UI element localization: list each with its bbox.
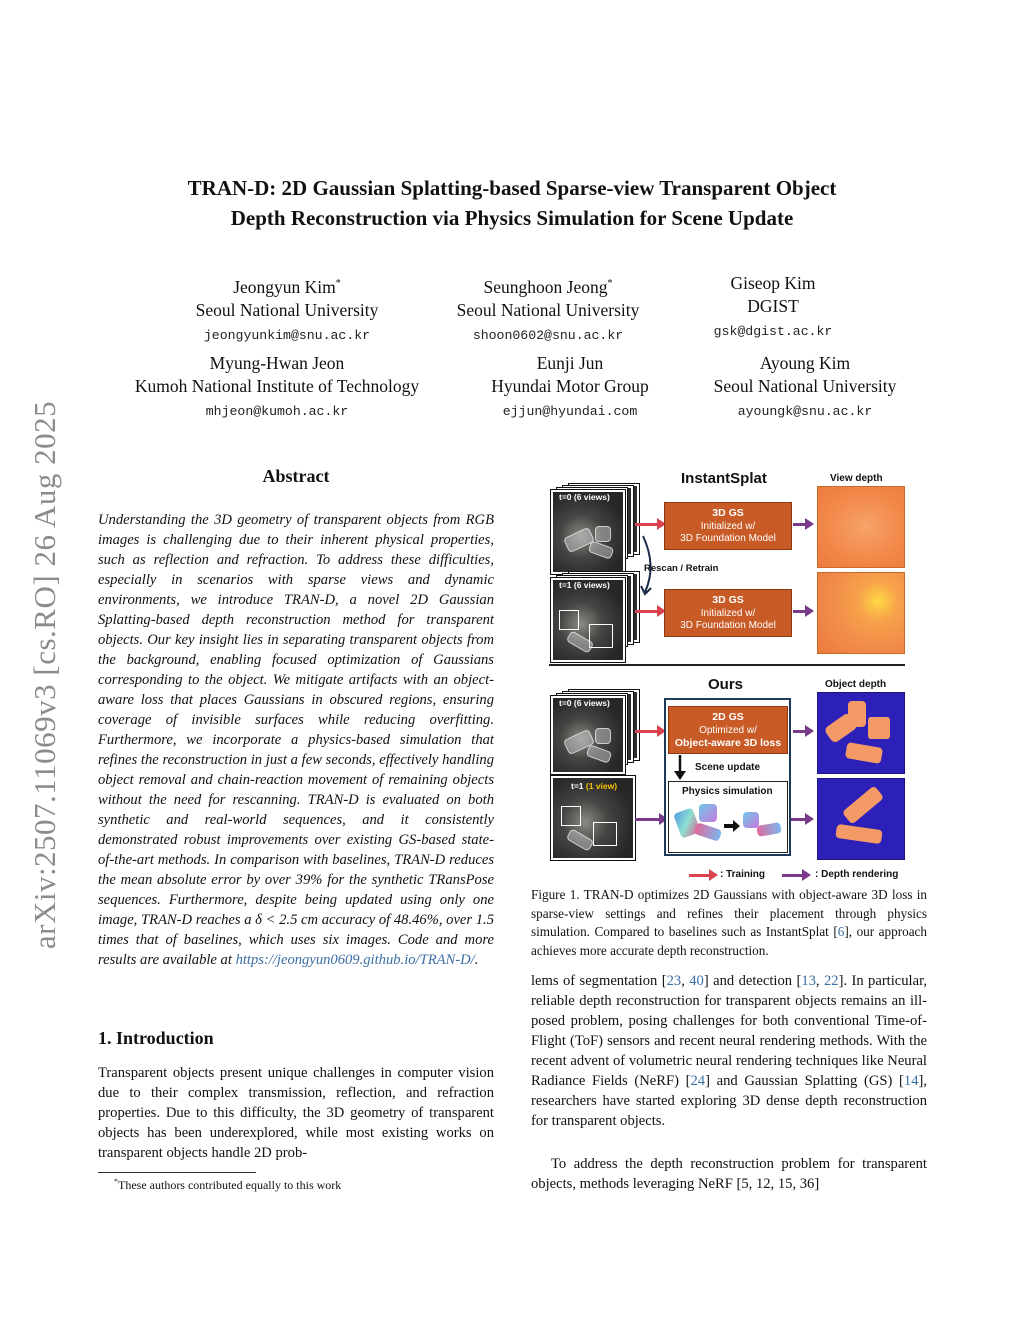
transparent-object [586,744,613,763]
gs-box-title: 3D GS [712,594,744,606]
footnote-text: These authors contributed equally to this work [118,1178,342,1192]
body-text: To address the depth reconstruction problem for transparent objects, methods leveraging NeRF [ [531,1156,927,1192]
gs-box-line: Initialized w/ [700,520,756,532]
gs-box-title: 3D GS [712,507,744,519]
title-line-2: Depth Reconstruction via Physics Simulation for Scene Update [230,206,794,230]
section-heading-introduction: 1. Introduction [98,1028,214,1048]
time-label: t=0 (6 views) [559,698,610,708]
gs-box-line: Optimized w/ [699,724,757,736]
input-image [551,578,625,662]
object-depth-blob [845,742,883,764]
object-depth-map-t1 [817,778,905,860]
author-email[interactable]: mhjeon@kumoh.ac.kr [205,404,349,419]
author-block [137,272,437,348]
citation-link[interactable]: 5 [741,1176,749,1192]
footnote [114,1177,341,1193]
citation-link[interactable]: 23 [666,973,682,989]
depth-render-arrowhead [805,605,814,617]
author-name: Ayoung Kim [759,353,851,373]
citation-link[interactable]: 13 [801,973,816,989]
training-arrow [635,523,659,526]
scene-update-arrow [674,755,686,781]
transparent-object [566,828,595,851]
citation-link[interactable]: 22 [823,973,839,989]
intro-paragraph-2: To address the depth reconstruction problem for transparent objects, methods leveraging NeRF [5, 12, 15, 36] [531,1156,927,1192]
citation-link[interactable]: 24 [690,1073,706,1089]
gs-box-ours [668,706,788,754]
figure-divider [549,664,905,666]
author-email[interactable]: ayoungk@snu.ac.kr [737,404,873,419]
author-name: Jeongyun Kim [233,276,336,297]
body-text: lems of segmentation [ [531,973,667,989]
ours-title: Ours [708,676,744,693]
view-depth-map-t1 [817,572,905,654]
body-text: ] [814,1176,820,1192]
body-text: ] and Gaussian Splatting (GS) [ [705,1073,904,1089]
object-depth-map-t0 [817,692,905,774]
simulated-object [743,812,759,828]
author-email[interactable]: ejjun@hyundai.com [502,404,638,419]
caption-text: ], our approach achieves more accurate depth reconstruction. [531,924,928,958]
intro-paragraph: Transparent objects present unique challenges in computer vision due to their complex transmission, reflection, and refraction properties. Due to this difficulty, the 3D geometry of transparent objects has been underexplored, while most existing works on transparent objects handle 2D prob- [98,1065,494,1161]
abstract-heading: Abstract [262,466,330,486]
object-depth-blob [842,785,884,824]
author-email[interactable]: jeongyunkim@snu.ac.kr [203,327,371,343]
author-name: Eunji Jun [536,353,604,373]
time-label: t=1 (6 views) [559,580,610,590]
project-link[interactable]: https://jeongyun0609.github.io/TRAN-D/ [235,952,475,968]
author-affiliation: Seoul National University [713,376,897,396]
depth-render-arrowhead [805,725,814,737]
depth-render-arrowhead [805,518,814,530]
rescan-retrain-label: Rescan / Retrain [644,563,719,574]
author-name: Myung-Hwan Jeon [209,353,345,373]
transparent-object [588,540,615,559]
gs-box-title: 2D GS [712,711,744,723]
abstract-body [98,510,494,970]
view-depth-label: View depth [830,473,883,484]
time-label-t: t=1 [571,781,584,791]
legend-training-arrow [689,874,711,877]
author-affiliation: DGIST [747,296,799,316]
removed-object-box [559,610,579,630]
equal-contribution-mark: * [607,278,613,289]
image-stack-t0-top [551,488,621,558]
paper-title [100,173,924,233]
transition-arrow-icon [724,820,740,832]
caption-text: TRAN-D optimizes 2D Gaussians with object-aware 3D loss in sparse-view settings and refines their placement through physics simulation. Compared to baselines such as InstantSplat [ [531,887,927,939]
image-t1-bottom [551,776,621,846]
gs-box-line: Object-aware 3D loss [674,737,782,749]
arxiv-identifier: arXiv:2507.11069v3 [cs.RO] 26 Aug 2025 [27,400,62,950]
gs-box-line: Initialized w/ [700,607,756,619]
gs-box-line: 3D Foundation Model [680,620,776,631]
gs-box-top-1 [664,502,792,550]
author-block [623,272,923,344]
body-text: ]. In particular, reliable depth reconstruction for transparent objects remains an ill-posed problem, posing challenges for both conventional Time-of-Flight (ToF) sensors and recent neural rendering methods. With the recent advent of volumetric neural rendering techniques like Neural Radiance Fields (NeRF) [ [531,973,928,1089]
footnote-divider [98,1172,256,1173]
author-affiliation: Seoul National University [456,299,640,320]
simulated-object [694,822,722,841]
legend-depth-arrow [782,874,804,877]
instantsplat-title: InstantSplat [681,470,767,487]
gs-box-line: 3D Foundation Model [680,533,776,544]
time-label: t=0 (6 views) [559,492,610,502]
legend-training-arrowhead [709,869,718,881]
citation-link[interactable]: 15 [777,1176,793,1192]
footnote-mark: * [114,1177,118,1186]
author-block [655,352,955,424]
training-arrow [635,610,659,613]
time-label-views: (1 view) [585,781,618,791]
simulated-object [699,804,717,822]
citation-link[interactable]: 36 [799,1176,815,1192]
view-depth-map-t0 [817,486,905,568]
citation-link[interactable]: 12 [755,1176,771,1192]
object-depth-label: Object depth [825,679,887,690]
figure-1 [531,462,927,882]
legend-depth-arrowhead [802,869,811,881]
citation-link[interactable]: 40 [689,973,704,989]
transparent-object [595,728,611,744]
scene-update-label: Scene update [695,762,761,773]
citation-link[interactable]: 6 [837,924,845,939]
caption-label: Figure 1. [531,887,580,902]
author-name: Seunghoon Jeong [483,276,608,297]
abstract-text: Understanding the 3D geometry of transparent objects from RGB images is challenging due to their inherent physical properties, such as reflection and refraction. To address these difficulties, especially in scenarios with sparse views and dynamic environments, we introduce TRAN-D, a novel 2D Gaussian Splatting-based depth reconstruction method for transparent objects. Our key insight lies in separating transparent objects from the background, enabling focused optimization of Gaussians corresponding to the object. We mitigate artifacts with an object-aware loss that places Gaussians in obscured regions, ensuring coverage of invisible surfaces while reducing overfitting. Furthermore, we incorporate a physics-based simulation that refines the reconstruction in just a few seconds, effectively handling object removal and chain-reaction movement of remaining objects without the need for rescanning. TRAN-D is evaluated on both synthetic and real-world sequences, and it consistently demonstrated robust improvements over existing GS-based state-of-the-art methods. In comparison with baselines, TRAN-D reduces the mean absolute error by over 39% for the synthetic TRansPose sequences. Furthermore, despite being updated using only one image, TRAN-D reaches a δ < 2.5 cm accuracy of 48.46%, over 1.5 times that of baselines, which uses six images. Code and more results are available at [98,512,494,968]
image-stack-t1-top [551,576,621,646]
body-text: ], researchers have started exploring 3D dense depth reconstruction for transparent objects. [531,1073,927,1129]
depth-render-arrowhead [805,813,814,825]
time-label [571,781,617,791]
author-email[interactable]: gsk@dgist.ac.kr [713,324,833,339]
author-affiliation: Seoul National University [195,299,379,320]
physics-simulation-box [668,781,788,853]
object-depth-blob [835,824,883,844]
simulated-object [756,822,782,837]
physics-simulation-label: Physics simulation [682,786,773,797]
legend-training-label: : Training [720,869,765,880]
object-depth-blob [848,701,866,727]
title-line-1: TRAN-D: 2D Gaussian Splatting-based Sparse-view Transparent Object [187,176,837,200]
object-depth-blob [868,717,890,739]
moved-object-box [593,822,617,846]
gs-box-top-2 [664,589,792,637]
equal-contribution-mark: * [335,278,341,289]
body-text: ] and detection [ [703,973,802,989]
intro-paragraph-continued: lems of segmentation [23, 40] and detection [13, 22]. In particular, reliable depth reconstruction for transparent objects remains an ill-posed problem, posing challenges for both conventional Time-of-Flight (ToF) sensors and recent neural rendering methods. With the recent advent of volumetric neural rendering techniques like Neural Radiance Fields (NeRF) [24] and Gaussian Splatting (GS) [14], researchers have started exploring 3D dense depth reconstruction for transparent objects. [531,973,928,1129]
image-stack-t0-bottom [551,694,621,764]
removed-object-box [561,806,581,826]
author-affiliation: Hyundai Motor Group [491,376,649,396]
transparent-object [595,526,611,542]
author-email[interactable]: shoon0602@snu.ac.kr [472,327,624,343]
author-affiliation: Kumoh National Institute of Technology [134,376,420,396]
legend-depth-label: : Depth rendering [815,869,899,880]
training-arrow [635,730,659,733]
author-block [101,352,453,424]
abstract-end: . [474,952,479,968]
citation-link[interactable]: 14 [903,1073,919,1089]
author-name: Giseop Kim [730,273,816,293]
figure-caption [531,886,927,960]
input-image [551,490,625,574]
